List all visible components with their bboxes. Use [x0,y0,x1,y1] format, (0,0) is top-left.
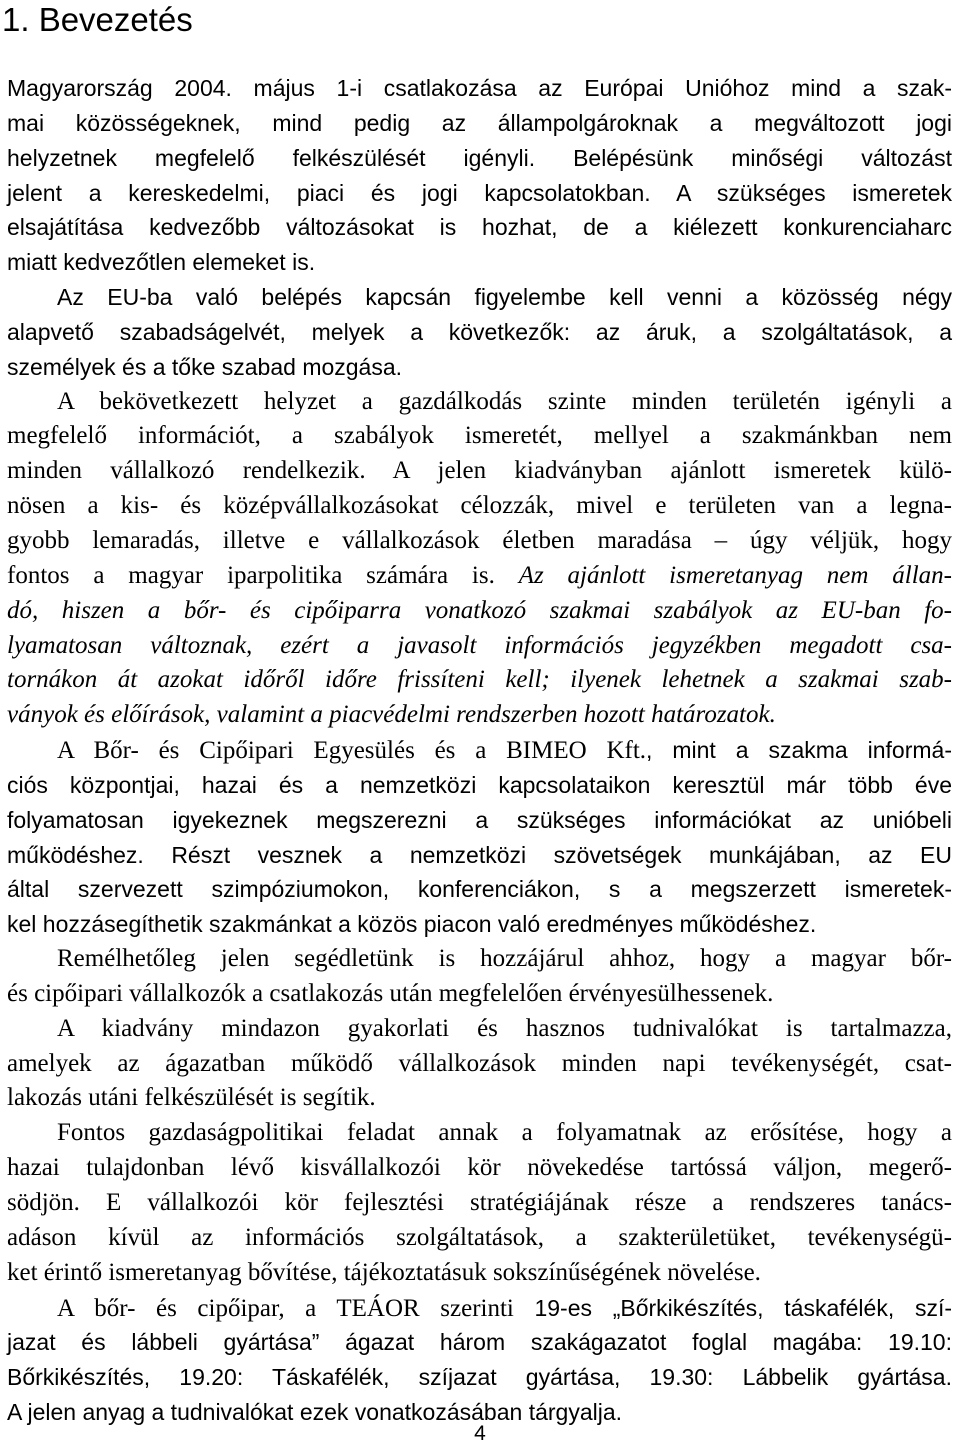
text-segment: elsajátítása kedvezőbb változásokat is hozhat, de a kiélezett konkurenciaharc [7,214,952,241]
text-line [0,489,960,524]
text-segment: , mint a szakma informá- [646,737,952,764]
text-segment: által szervezett szimpóziumokon, konferenciákon, s a megszerzett ismeretek- [7,876,952,903]
text-line [0,907,960,942]
text-segment: folyamatosan igyekeznek megszerezni a szükséges információkat az unióbeli [7,806,952,833]
text-line [0,1186,960,1221]
text-line [0,1291,960,1326]
text-segment: minden vállalkozó rendelkezik. A jelen kiadványban ajánlott ismeretek külö- [7,457,952,485]
text-segment: jazat és lábbeli gyártása” ágazat három szakágazatot foglal magába: 19.10: [7,1329,952,1356]
text-segment: megfelelő információt, a szabályok ismeretét, mellyel a szakmánkban nem [7,422,952,450]
text-line [0,315,960,350]
text-segment: személyek és a tőke szabad mozgása. [7,353,403,380]
text-segment: Fontos gazdaságpolitikai feladat annak a folyamatnak az erősítése, hogy a [57,1119,952,1147]
text-segment: mai közösségeknek, mind pedig az állampolgároknak a megváltozott jogi [7,109,952,136]
text-line [0,1116,960,1151]
text-line [0,594,960,629]
text-line [0,629,960,664]
text-segment: Magyarország 2004. május 1-i csatlakozása az Európai Unióhoz mind a szak- [7,75,952,101]
text-segment: ket érintő ismeretanyag bővítése, tájékoztatásuk sokszínűségének növelése. [7,1258,761,1286]
text-line [0,1221,960,1256]
text-segment: miatt kedvezőtlen elemeket is. [7,249,316,276]
text-line [0,942,960,977]
text-line [0,176,960,211]
text-segment: A kiadvány mindazon gyakorlati és hasznos tudnivalókat is tartalmazza, [57,1014,952,1042]
text-line [0,1360,960,1395]
text-segment: gyobb lemaradás, illetve e vállalkozások életben maradása – úgy véljük, hogy [7,526,952,554]
text-segment: hazai tulajdonban lévő kisvállalkozói kör növekedése tartóssá váljon, megerő- [7,1154,952,1182]
text-line [0,838,960,873]
text-line [0,1256,960,1291]
text-line [0,1325,960,1360]
text-segment: helyzetnek megfelelő felkészülését igényli. Belépésünk minőségi változást [7,144,952,171]
text-segment: tornákon át azokat időről időre frissíteni kell; ilyenek lehetnek a szakmai szab- [7,666,952,694]
text-line [0,524,960,559]
text-segment: 19-es „Bőrkikészítés, táskafélék, szí- [534,1294,952,1321]
text-line [0,733,960,768]
text-line [0,559,960,594]
text-segment: A bőr- és cipőipar, a TEÁOR szerinti [57,1294,535,1322]
text-line [0,71,960,106]
text-segment: és cipőipari vállalkozók a csatlakozás után megfelelően érvényesülhessenek. [7,979,774,1007]
text-segment: Az ajánlott ismeretanyag nem állan- [518,561,952,589]
text-line [0,419,960,454]
body-text [0,71,960,1430]
text-segment: ványok és előírások, valamint a piacvédelmi rendszerben hozott határozatok. [7,701,776,729]
text-segment: amelyek az ágazatban működő vállalkozások minden napi tevékenységét, csat- [7,1049,952,1077]
text-line [0,454,960,489]
text-line [0,210,960,245]
text-line [0,872,960,907]
text-segment: működéshez. Részt vesznek a nemzetközi szövetségek munkájában, az EU [7,841,952,868]
text-segment: lyamatosan változnak, ezért a javasolt információs jegyzékben megadott csa- [7,631,952,659]
text-segment: nösen a kis- és középvállalkozásokat célozzák, mivel e területen van a legna- [7,492,952,520]
text-segment: ciós központjai, hazai és a nemzetközi kapcsolataikon keresztül már több éve [7,771,952,798]
text-line [0,1012,960,1047]
text-segment: fontos a magyar iparpolitika számára is. [7,561,519,589]
text-line [0,106,960,141]
page-number: 4 [474,1422,486,1445]
text-segment: södjön. E vállalkozói kör fejlesztési stratégiájának része a rendszeres tanács- [7,1189,952,1216]
text-line [0,1151,960,1186]
text-line [0,1081,960,1116]
text-segment: alapvető szabadságelvét, melyek a következők: az áruk, a szolgáltatások, a [7,318,952,345]
text-line [0,141,960,176]
text-line [0,350,960,385]
text-segment: jelent a kereskedelmi, piaci és jogi kapcsolatokban. A szükséges ismeretek [7,179,952,206]
text-segment: Remélhetőleg jelen segédletünk is hozzájárul ahhoz, hogy a magyar bőr- [57,945,952,973]
text-segment: lakozás utáni felkészülését is segítik. [7,1084,376,1112]
text-segment: kel hozzásegíthetik szakmánkat a közös piacon való eredményes működéshez. [7,911,817,938]
text-segment: A jelen anyag a tudnivalókat ezek vonatkozásában tárgyalja. [7,1399,623,1426]
text-line [0,280,960,315]
text-segment: Az EU-ba való belépés kapcsán figyelembe kell venni a közösség négy [57,284,952,311]
section-heading: 1. Bevezetés [2,1,193,38]
text-line [0,385,960,420]
text-line [0,663,960,698]
text-line [0,698,960,733]
text-line [0,977,960,1012]
text-line [0,803,960,838]
text-line [0,245,960,280]
text-segment: adáson kívül az információs szolgáltatások, a szakterületüket, tevékenységü- [7,1223,952,1251]
text-line [0,1047,960,1082]
text-line [0,768,960,803]
text-segment: A bekövetkezett helyzet a gazdálkodás szinte minden területén igényli a [57,387,952,415]
text-segment: Bőrkikészítés, 19.20: Táskafélék, szíjazat gyártása, 19.30: Lábbelik gyártása. [7,1364,952,1391]
text-segment: A Bőr- és Cipőipari Egyesülés és a BIMEO Kft. [57,737,647,765]
text-segment: dó, hiszen a bőr- és cipőiparra vonatkozó szakmai szabályok az EU-ban fo- [7,596,952,624]
